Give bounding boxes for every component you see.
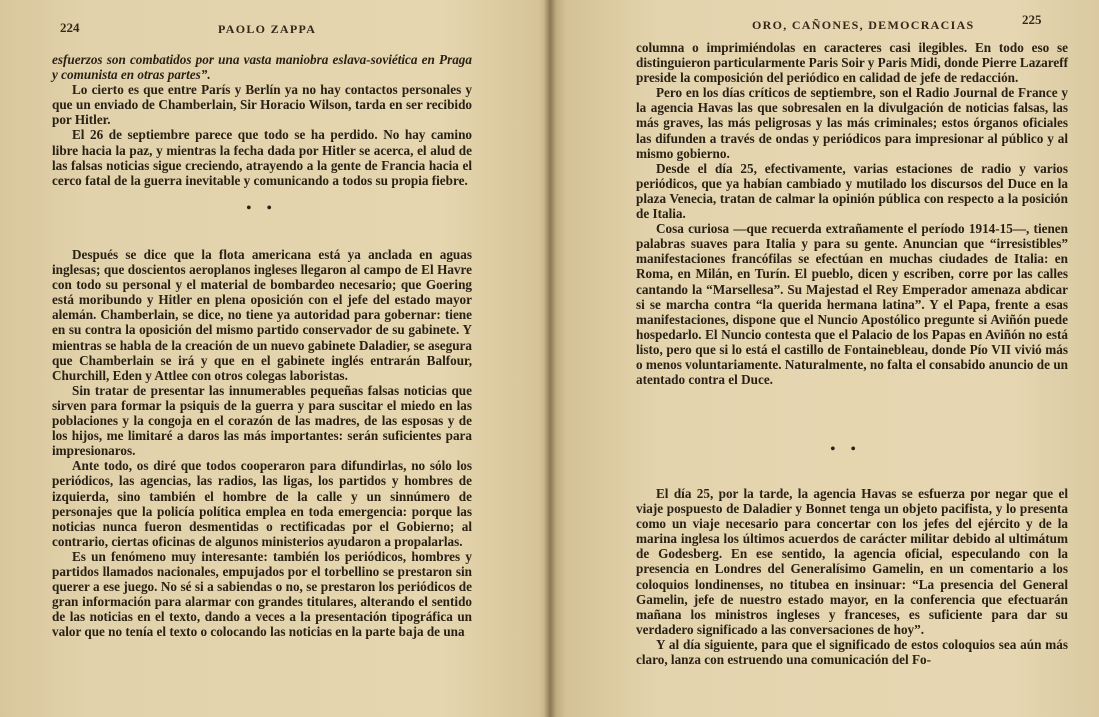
left-text-block-1 bbox=[52, 52, 472, 188]
paragraph: Ante todo, os diré que todos cooperaron para difundirlas, no sólo los periódicos, las agencias, las radios, las ligas, los partidos y hombres de izquierda, sino también el hombre de la calle y un sinnúmero de personajes que la policía política emplea en toda emergencia: porque las noticias nunca fueron desmentidas o rectificadas por el Gobierno; al contrario, ciertas oficinas de algunos ministerios ayudaron a propalarlas. bbox=[52, 458, 472, 549]
paragraph: Es un fenómeno muy interesante: también los periódicos, hombres y partidos llamados nacionales, empujados por el torbellino se prestaron sin querer a ese juego. No sé si a sabiendas o no, se prestaron los periódicos de gran información para alarmar con grandes titulares, alterando el sentido de las noticias en el texto, dando a veces a la presentación tipográfica un valor que no tenía el texto o colocando las noticias en la parte baja de una bbox=[52, 548, 472, 640]
paragraph: columna o imprimiéndolas en caracteres casi ilegibles. En todo eso se distinguieron particularmente Paris Soir y Paris Midi, donde Pierre Lazareff preside la composición del periódico en calidad de jefe de redacción. bbox=[636, 40, 1068, 86]
right-running-head: ORO, CAÑONES, DEMOCRACIAS bbox=[752, 18, 975, 32]
left-text-block-2 bbox=[52, 247, 472, 639]
right-page-number: 225 bbox=[1022, 12, 1042, 27]
left-page-number: 224 bbox=[60, 20, 80, 35]
paragraph: Y al día siguiente, para que el significado de estos coloquios sea aún más claro, lanza con estruendo una comunicación del Fo- bbox=[636, 636, 1068, 668]
paragraph: Pero en los días críticos de septiembre, son el Radio Journal de France y la agencia Havas las que sobresalen en la divulgación de noticias falsas, las más graves, las más peligrosas y las más criminales; estos órganos oficiales las difunden a través de ondas y periódicos para impresionar al público y al mismo gobierno. bbox=[636, 85, 1068, 161]
right-page bbox=[552, 0, 1099, 717]
section-separator: • • bbox=[830, 442, 862, 457]
paragraph: El día 25, por la tarde, la agencia Havas se esfuerza por negar que el viaje pospuesto de Daladier y Bonnet tenga un objeto pacifista, y lo presenta como un viaje necesario para concertar con los jefes del ejército y de la marina inglesa los últimos acuerdos de carácter militar debido al ultimátum de Godesberg. En ese sentido, la agencia oficial, especulando con la presencia en Londres del Generalísimo Gamelin, en un comentario a los coloquios londinenses, no titubea en insinuar: “La presencia del General Gamelin, jefe de nuestro estado mayor, en la conferencia que efectuarán mañana los ministros ingleses y franceses, es suficiente para dar su verdadero significado a las conversaciones de hoy”. bbox=[636, 486, 1068, 637]
paragraph: esfuerzos son combatidos por una vasta maniobra eslava-soviética en Praga y comunista en otras partes”. bbox=[52, 52, 472, 83]
left-page bbox=[0, 0, 548, 717]
paragraph: Sin tratar de presentar las innumerables pequeñas falsas noticias que sirven para formar la psiquis de la guerra y para suscitar el miedo en las poblaciones y la congoja en el corazón de las madres, de las esposas y de los hijos, me limitaré a daros las más importantes: serán suficientes para impresionaros. bbox=[52, 382, 472, 459]
paragraph: Después se dice que la flota americana está ya anclada en aguas inglesas; que doscientos aeroplanos ingleses llegaron al campo de El Havre con todo su personal y el material de bombardeo necesario; que Goering está moribundo y Hitler en plena oposición con el jefe del estado mayor alemán. Chamberlain, se dice, no tiene ya autoridad para gobernar: tiene en su contra la oposición del mismo partido conservador de su gabinete. Y mientras se habla de la creación de un nuevo gabinete Daladier, se asegura que Chamberlain se irá y que en el gabinete inglés entrarán Balfour, Churchill, Eden y Attlee con otros colegas laboristas. bbox=[52, 247, 472, 383]
section-separator: • • bbox=[246, 201, 278, 216]
right-text-block-2 bbox=[636, 486, 1068, 667]
paragraph: El 26 de septiembre parece que todo se ha perdido. No hay camino libre hacia la paz, y mientras la fecha dada por Hitler se acerca, el alud de las falsas noticias sigue creciendo, atrayendo a la gente de Francia hacia el cerco fatal de la guerra inevitable y comunicando a todos su propia fiebre. bbox=[52, 127, 472, 188]
paragraph: Lo cierto es que entre París y Berlín ya no hay contactos personales y que un enviado de Chamberlain, Sir Horacio Wilson, tarda en ser recibido por Hitler. bbox=[52, 82, 472, 128]
left-running-head: PAOLO ZAPPA bbox=[218, 22, 317, 36]
paragraph: Cosa curiosa —que recuerda extrañamente el período 1914-15—, tienen palabras suaves para Italia y para su gente. Anuncian que “irresistibles” manifestaciones francófilas se efectúan en muchas ciudades de Italia: en Roma, en Milán, en Turín. El pueblo, dicen y escriben, corre por las calles cantando la “Marsellesa”. Su Majestad el Rey Emperador amenaza abdicar si se marcha contra “la querida hermana latina”. Y el Papa, frente a esas manifestaciones, dispone que el Nuncio Apostólico pregunte si Aviñón puede hospedarlo. El Nuncio contesta que el Palacio de los Papas en Aviñón no está listo, pero que si lo está el castillo de Fontainebleau, donde Pío VII vivió más o menos voluntariamente. Naturalmente, no falta el consabido anuncio de un atentado contra el Duce. bbox=[636, 221, 1068, 388]
paragraph: Desde el día 25, efectivamente, varias estaciones de radio y varios periódicos, que ya habían cambiado y mutilado los discursos del Duce en la plaza Venecia, tratan de calmar la opinión pública con respecto a la posición de Italia. bbox=[636, 160, 1068, 222]
right-text-block-1 bbox=[636, 40, 1068, 387]
